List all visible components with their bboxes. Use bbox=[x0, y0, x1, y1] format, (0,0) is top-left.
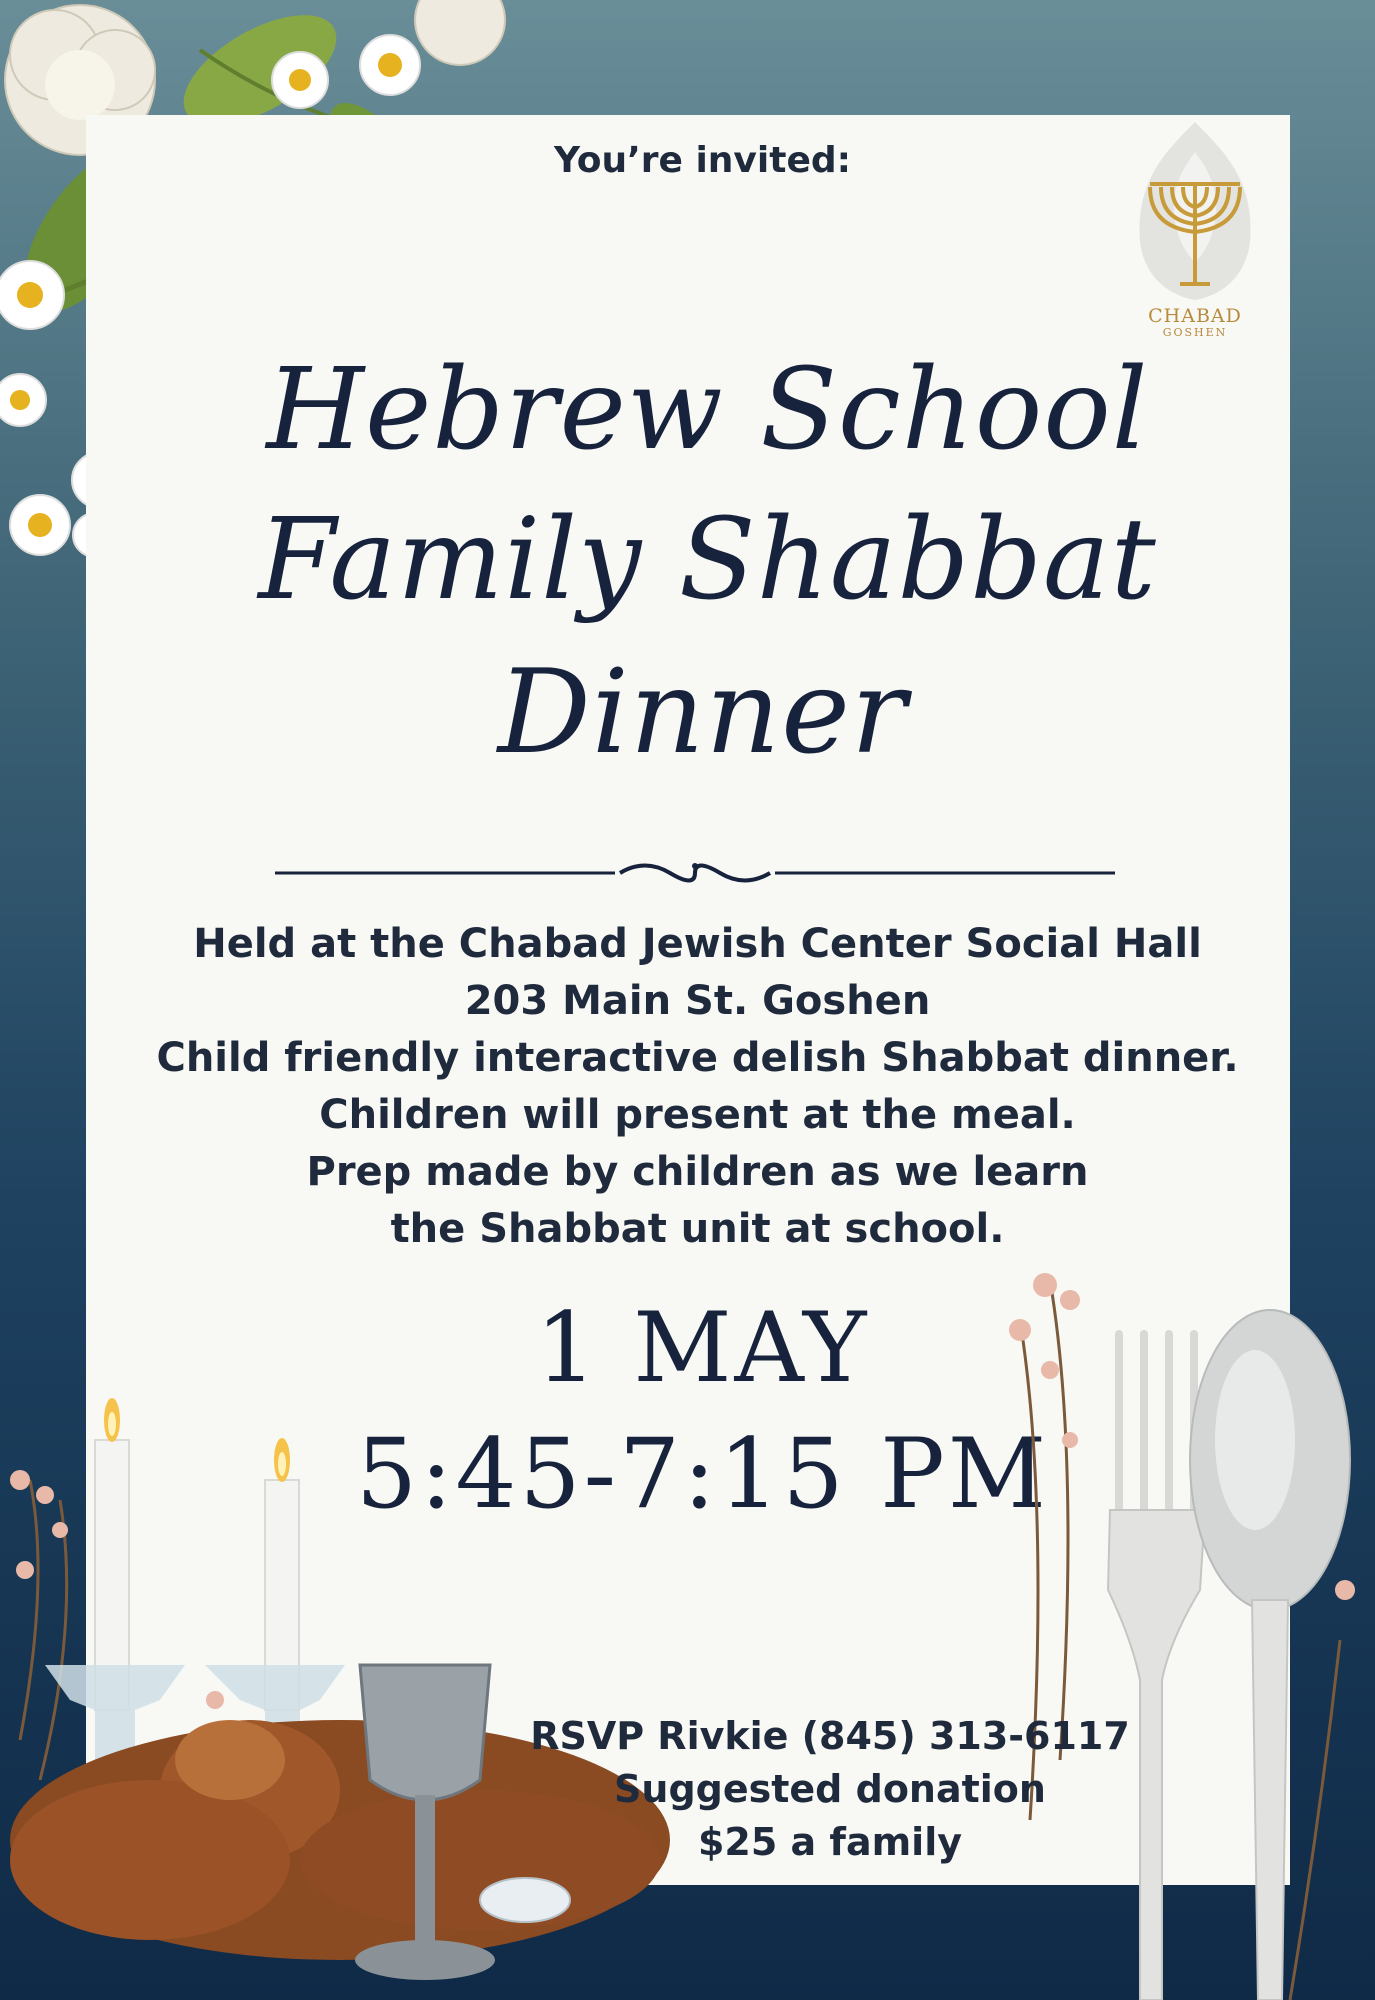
detail-line: the Shabbat unit at school. bbox=[390, 1206, 1005, 1252]
price-line: $25 a family bbox=[697, 1820, 962, 1864]
rsvp-line: RSVP Rivkie (845) 313-6117 bbox=[530, 1714, 1130, 1758]
title-line-2: Family Shabbat bbox=[258, 495, 1157, 625]
ornamental-divider bbox=[275, 858, 1115, 888]
event-details bbox=[0, 916, 1375, 1258]
event-date: 1 MAY bbox=[535, 1292, 870, 1404]
invite-heading: You’re invited: bbox=[553, 140, 852, 181]
event-time: 5:45-7:15 PM bbox=[356, 1418, 1049, 1530]
detail-line: Child friendly interactive delish Shabbat dinner. bbox=[156, 1035, 1239, 1081]
detail-line: Held at the Chabad Jewish Center Social Hall bbox=[193, 921, 1202, 967]
detail-line: 203 Main St. Goshen bbox=[464, 978, 931, 1024]
title-line-1: Hebrew School bbox=[266, 345, 1149, 475]
detail-line: Prep made by children as we learn bbox=[306, 1149, 1089, 1195]
donation-line: Suggested donation bbox=[614, 1767, 1046, 1811]
rsvp-info bbox=[500, 1710, 1160, 1869]
shabbat-table-illustration bbox=[0, 1320, 700, 2000]
logo-name: CHABAD bbox=[1148, 305, 1242, 327]
title-line-3: Dinner bbox=[497, 645, 908, 780]
detail-line: Children will present at the meal. bbox=[319, 1092, 1076, 1138]
cutlery-illustration bbox=[990, 1260, 1375, 2000]
logo-subtitle: GOSHEN bbox=[1162, 326, 1228, 339]
